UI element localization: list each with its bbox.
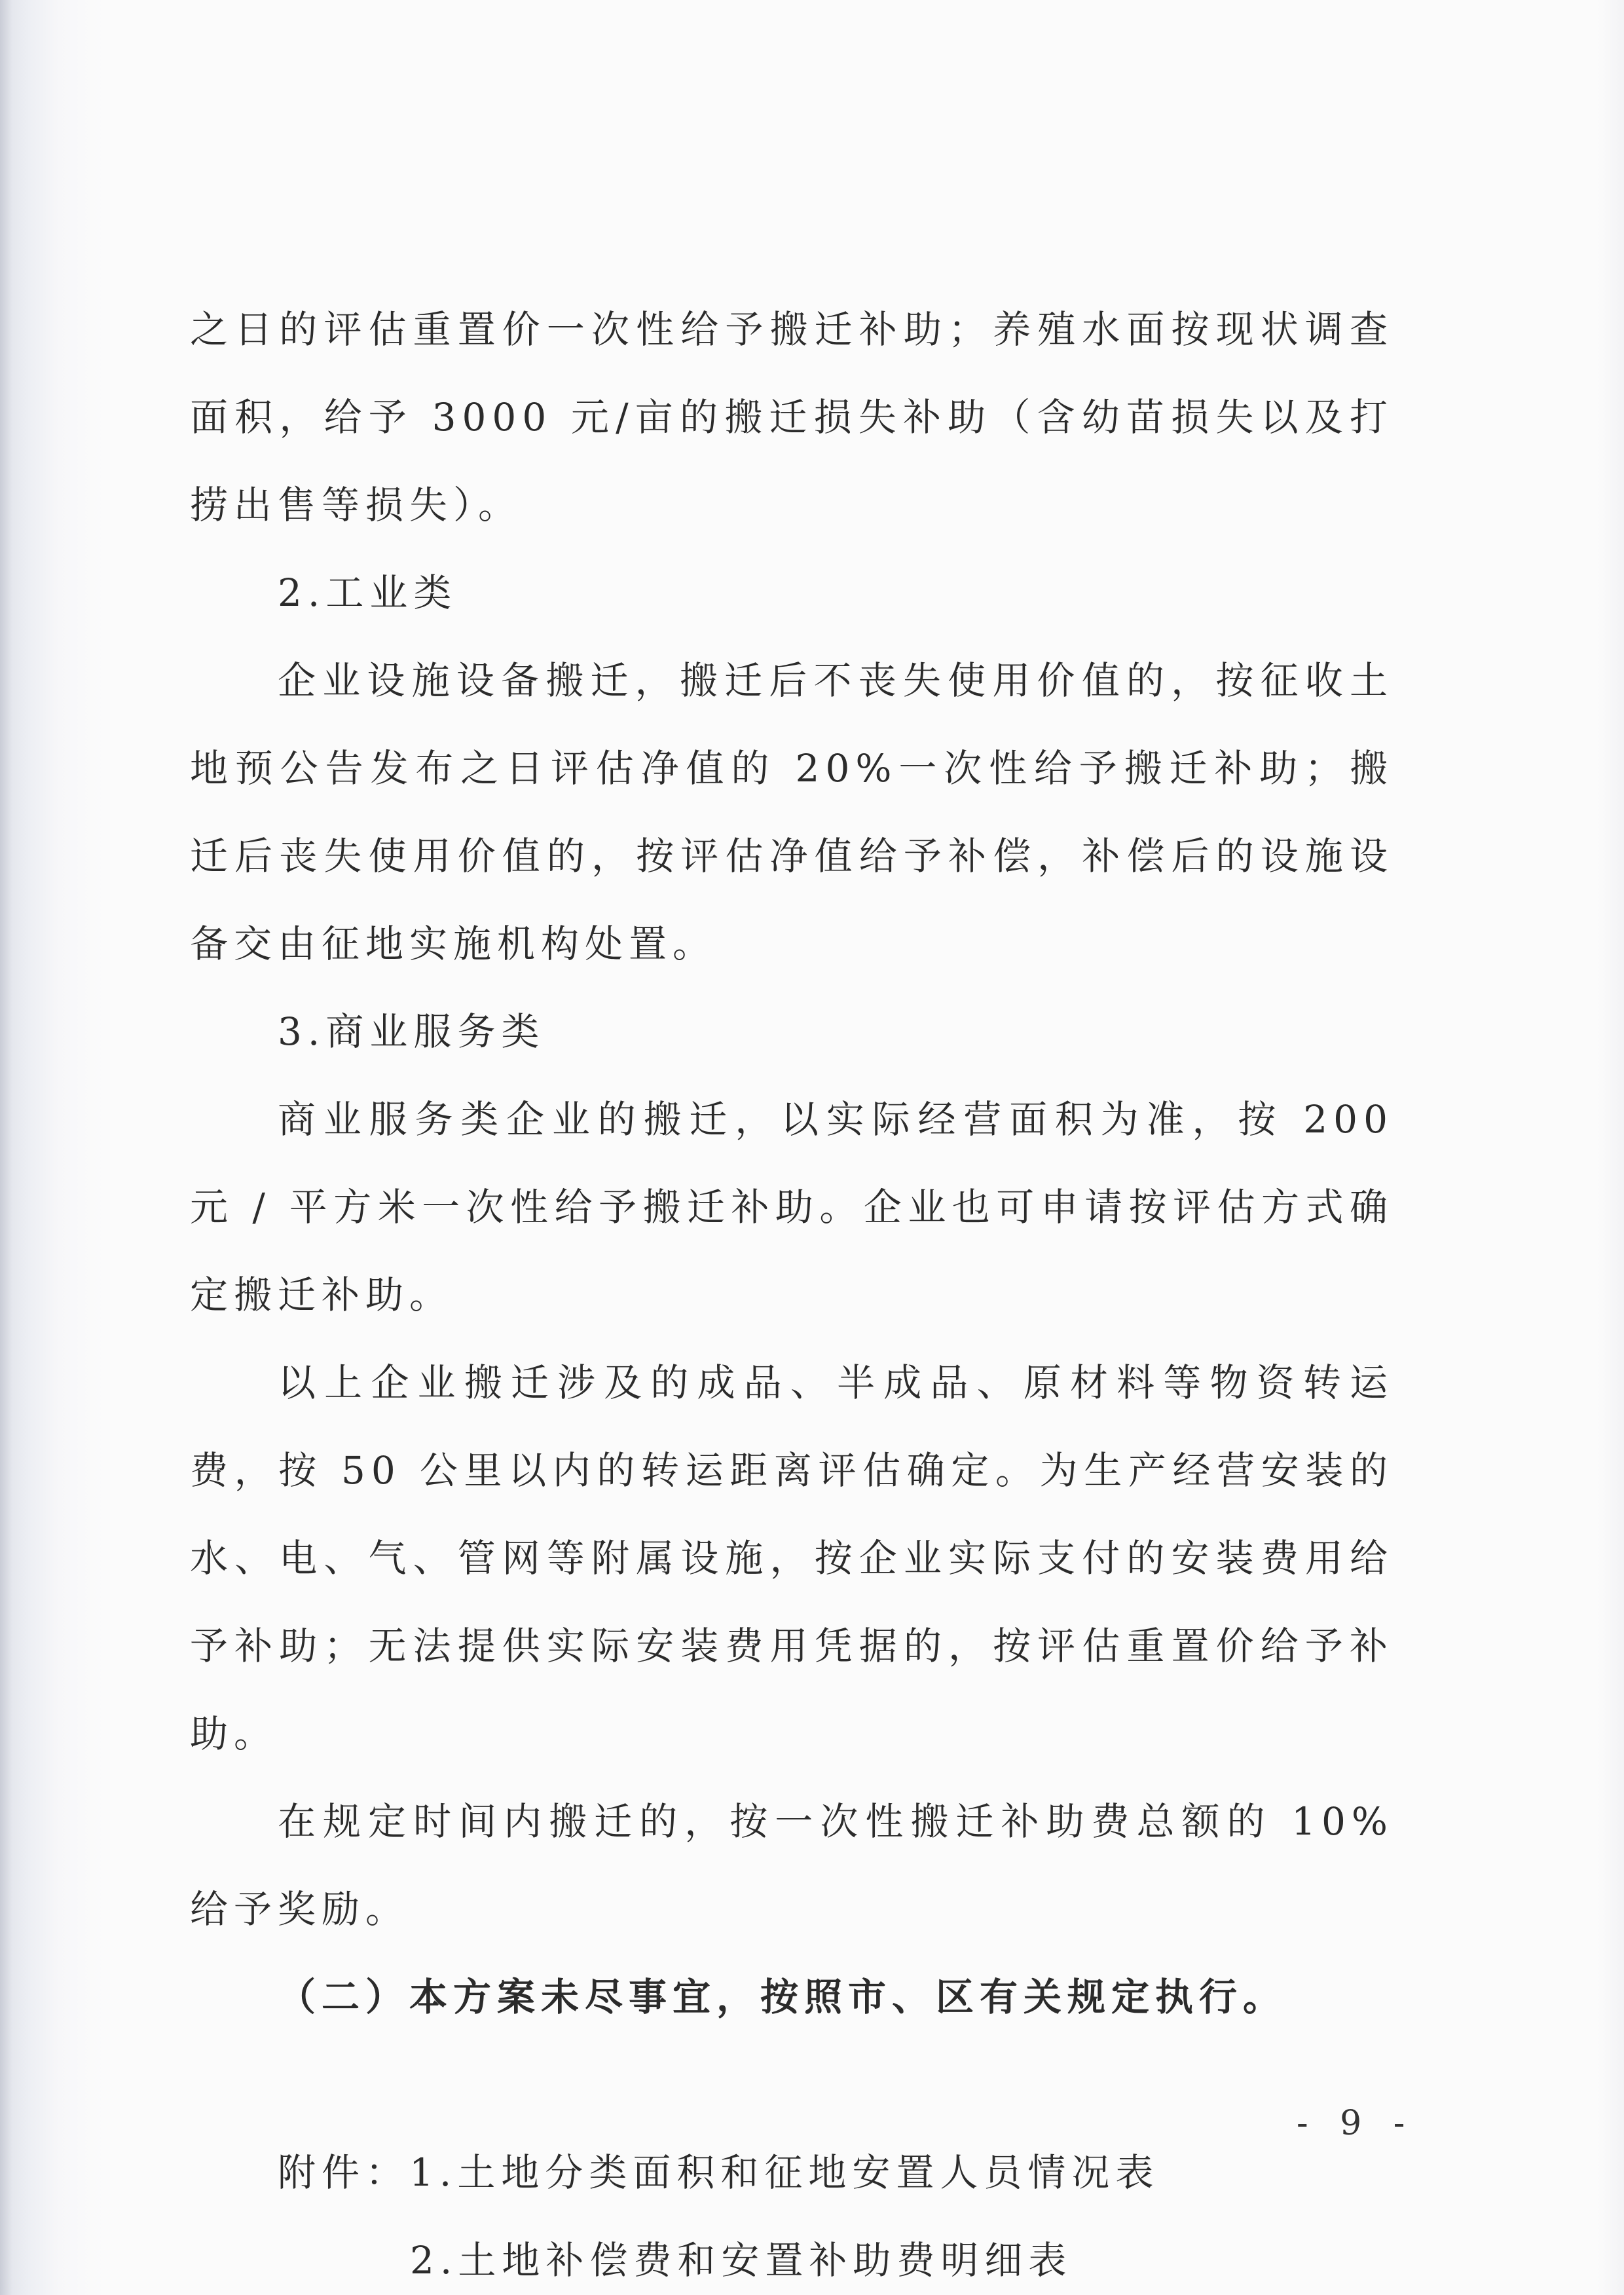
heading-commercial-services: 3.商业服务类 [278, 1009, 545, 1054]
heading-other-matters: （二）本方案未尽事宜，按照市、区有关规定执行。 [278, 1975, 1287, 2019]
attachment-line-1 [190, 2129, 1393, 2216]
scan-edge [0, 0, 12, 2295]
attachment-label: 附件： [278, 2150, 410, 2195]
attachment-item-1: 1.土地分类面积和征地安置人员情况表 [409, 2150, 1160, 2195]
paragraph-transport-fees: 以上企业搬迁涉及的成品、半成品、原材料等物资转运费，按 50 公里以内的转运距离评估确定。为生产经营安装的水、电、气、管网等附属设施，按企业实际支付的安装费用给予补助；无法提供实际安装费用凭据的，按评估重置价给予补助。 [190, 1360, 1393, 1756]
spacer [190, 2041, 1393, 2129]
page-number: - 9 - [1297, 2104, 1416, 2143]
paragraph-relocation-reward: 在规定时间内搬迁的，按一次性搬迁补助费总额的 10%给予奖励。 [190, 1799, 1393, 1931]
document-body [190, 286, 1393, 2295]
paragraph-industrial-relocation: 企业设施设备搬迁，搬迁后不丧失使用价值的，按征收土地预公告发布之日评估净值的 20%一次性给予搬迁补助；搬迁后丧失使用价值的，按评估净值给予补偿，补偿后的设施设备交由征地实施机构处置。 [190, 658, 1393, 966]
paragraph-commercial-relocation: 商业服务类企业的搬迁，以实际经营面积为准，按 200 元 / 平方米一次性给予搬迁补助。企业也可申请按评估方式确定搬迁补助。 [190, 1097, 1393, 1317]
attachment-item-2: 2.土地补偿费和安置补助费明细表 [410, 2238, 1073, 2283]
heading-industrial: 2.工业类 [278, 570, 458, 615]
paragraph-water-surface-compensation: 之日的评估重置价一次性给予搬迁补助；养殖水面按现状调查面积，给予 3000 元/亩的搬迁损失补助（含幼苗损失以及打捞出售等损失）。 [190, 307, 1393, 527]
